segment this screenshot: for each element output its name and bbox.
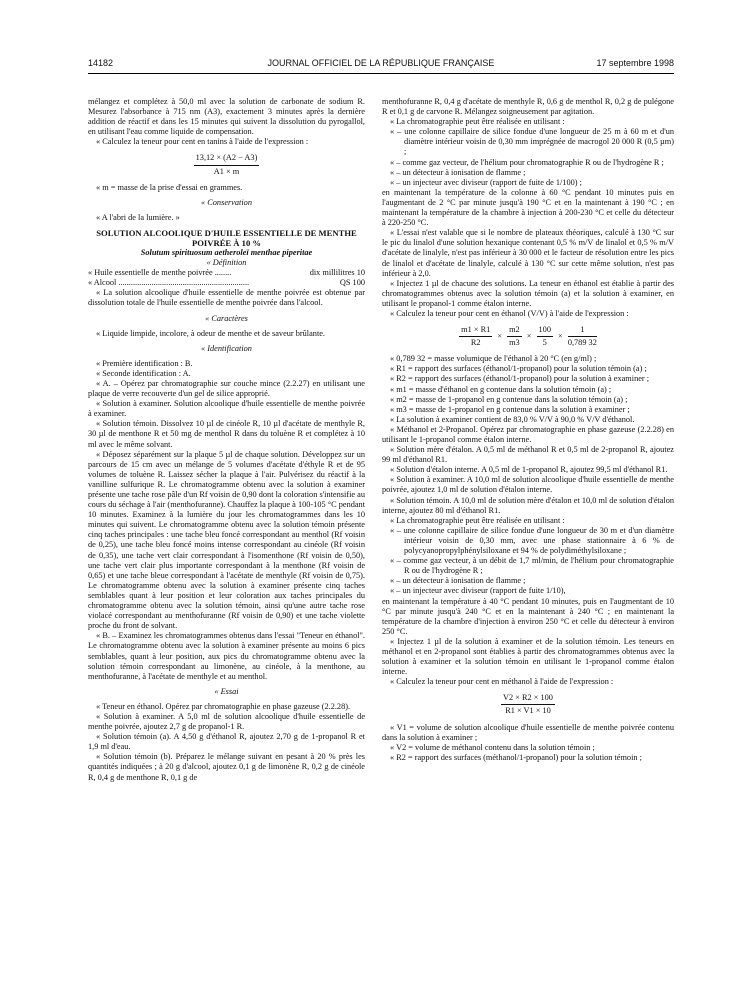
paragraph: « B. – Examinez les chromatogrammes obtenus dans l'essai "Teneur en éthanol". Le chromatogramme obtenu avec la solution à examiner présente au moins 6 pics semblables, quant à leur position, aux pics du chromatogramme obtenu avec la solution témoin correspondant au limonène, au cinéole, à la menthone, au menthofuranne, à l'acétate de menthyle et au menthol. [88, 631, 365, 681]
list-item: « – une colonne capillaire de silice fondue d'une longueur de 25 m à 60 m et d'un diamètre intérieur voisin de 0,30 mm imprégnée de macrogol 20 000 R (0,5 µm) ; [390, 127, 674, 157]
paragraph: « Solution témoin. A 10,0 ml de solution mère d'étalon et 10,0 ml de solution d'étalon interne, ajoutez 80 ml d'éthanol R1. [382, 495, 674, 515]
paragraph: menthofuranne R, 0,4 g d'acétate de menthyle R, 0,6 g de menthol R, 0,2 g de pulégone R et 0,1 g de carvone R. Mélangez soigneusement par agitation. [382, 97, 674, 117]
paragraph: « R2 = rapport des surfaces (méthanol/1-propanol) pour la solution témoin ; [390, 752, 642, 762]
paragraph: « m2 = masse de 1-propanol en g contenue dans la solution témoin (a) ; [390, 394, 628, 404]
list-item: « – comme gaz vecteur, à un débit de 1,7 ml/min, de l'hélium pour chromatographie R ou de l'hydrogène R ; [390, 556, 674, 576]
paragraph: « La chromatographie peut être réalisée en utilisant : [390, 117, 565, 127]
paragraph: « Solution témoin. Dissolvez 10 µl de cinéole R, 10 µl d'acétate de menthyle R, 30 µl de menthone R et 50 mg de menthol R dans du toluène R et complétez à 10 ml avec le même solvant. [88, 419, 365, 449]
section-heading: « Conservation [201, 197, 252, 207]
paragraph: « Teneur en éthanol. Opérez par chromatographie en phase gazeuse (2.2.28). [96, 701, 351, 711]
paragraph: « m = masse de la prise d'essai en grammes. [96, 182, 243, 192]
paragraph: mélangez et complétez à 50,0 ml avec la solution de carbonate de sodium R. Mesurez l'absorbance à 715 nm (A3), exactement 3 minutes après la dernière addition de réactif et dans les 15 minutes qui suivent la dissolution du pyrogallol, en utilisant l'eau comme liquide de compensation. [88, 97, 365, 137]
paragraph: en maintenant la température de la colonne à 60 °C pendant 10 minutes puis en l'augmentant de 2 °C par minute jusqu'à 190 °C et en la maintenant à 190 °C ; en maintenant la température de la chambre à injection à 200-230 °C et celle du détecteur à 220-250 °C. [382, 187, 674, 228]
paragraph: « m1 = masse d'éthanol en g contenue dans la solution témoin (a) ; [390, 384, 612, 394]
formula-numerator: V2 × R2 × 100 [501, 693, 555, 705]
paragraph: « m3 = masse de 1-propanol en g contenue dans la solution à examiner ; [390, 404, 630, 414]
paragraph: « Injectez 1 µl de chacune des solutions. La teneur en éthanol est établie à partir des chromatogrammes obtenus avec la solution témoin (a) et la solution à examiner, en utilisant le propanol-1 comme étalon interne. [382, 278, 674, 308]
formula-denominator: A1 × m [213, 166, 240, 176]
paragraph: « Seconde identification : A. [96, 368, 191, 378]
ingredient-row [88, 278, 365, 288]
formula-denominator: m3 [509, 338, 520, 348]
formula-numerator: m1 × R1 [459, 325, 492, 337]
paragraph: « La solution à examiner contient de 83,0 % V/V à 90,0 % V/V d'éthanol. [390, 414, 635, 424]
ingredient-name: « Huile essentielle de menthe poivrée ........ [88, 268, 232, 278]
list-item: « – un injecteur avec diviseur (rapport de fuite de 1/100) ; [390, 177, 582, 187]
formula-numerator: 100 [537, 325, 553, 337]
paragraph: « Liquide limpide, incolore, à odeur de menthe et de saveur brûlante. [96, 328, 326, 338]
paragraph: en maintenant la température à 40 °C pendant 10 minutes, puis en l'augmentant de 10 °C par minute jusqu'à 240 °C et en la maintenant à 240 °C ; en maintenant la température de la chambre d'injection à environ 250 °C et celle du détecteur à environ 250 °C. [382, 596, 674, 636]
header-rule [88, 73, 674, 74]
formula-numerator: 1 [568, 325, 597, 337]
section-heading: « Caractères [205, 313, 248, 323]
paragraph: « La solution alcoolique d'huile essentielle de menthe poivrée est obtenue par dissolution totale de l'huile essentielle de menthe poivrée dans l'alcool. [88, 288, 365, 308]
list-item: « – une colonne capillaire de silice fondue d'une longueur de 30 m et d'un diamètre intérieur voisin de 0,30 mm, avec une phase stationnaire à 6 % de polycyanopropylphénylsiloxane et 94 % de polydiméthylsiloxane ; [390, 525, 674, 556]
paragraph: « Méthanol et 2-Propanol. Opérez par chromatographie en phase gazeuse (2.2.28) en utilisant le 1-propanol comme étalon interne. [382, 424, 674, 444]
formula-ethanol: $\frac{m1 \times R1}{R2}$ × $\frac{m2}{m3}$ × $\frac{100}{5}$ × $\frac{1}{0,789 32}$ [461, 325, 597, 348]
paragraph: « Calculez la teneur pour cent en tanins à l'aide de l'expression : [96, 137, 309, 147]
ingredient-qty: dix millilitres 10 [309, 268, 365, 278]
list-item: « – un injecteur avec diviseur (rapport de fuite 1/10), [390, 586, 566, 596]
issue-date: 17 septembre 1998 [596, 58, 674, 68]
right-column [382, 97, 674, 763]
ingredient-name: « Alcool ............................................................... [88, 278, 250, 288]
formula-denominator: 5 [542, 338, 547, 348]
formula-denominator: R2 [470, 338, 481, 348]
paragraph: « Solution témoin (a). A 4,50 g d'éthanol R, ajoutez 2,70 g de 1-propanol R et 1,9 ml d'eau. [88, 732, 365, 752]
paragraph: « Première identification : B. [96, 358, 193, 368]
paragraph: « V1 = volume de solution alcoolique d'huile essentielle de menthe poivrée contenu dans la solution à examiner ; [382, 722, 674, 742]
paragraph: « Calculez la teneur pour cent en méthanol à l'aide de l'expression : [390, 677, 614, 687]
journal-title: JOURNAL OFFICIEL DE LA RÉPUBLIQUE FRANÇAISE [267, 58, 495, 68]
paragraph: « Solution à examiner. A 5,0 ml de solution alcoolique d'huile essentielle de menthe poivrée, ajoutez 2,7 g de propanol-1 R. [88, 711, 365, 732]
paragraph: « A l'abri de la lumière. » [96, 212, 180, 222]
paragraph: « Déposez séparément sur la plaque 5 µl de chaque solution. Développez sur un parcours de 15 cm avec un mélange de 5 volumes d'acétate d'éthyle R et de 95 volumes de toluène R. Laissez sécher la plaque à l'air. Pulvérisez du réactif à la vanilline sulfurique R. Le chromatogramme obtenu avec la solution à examiner présente une tache rose pâle d'un Rf voisin de 0,90 dont la coloration s'intensifie au cours du séchage à l'air (menthofuranne). Chauffez la plaque à 100-105 °C pendant 10 minutes. Examinez à la lumière du jour les chromatogrammes dans les 10 minutes qui suivent. Le chromatogramme obtenu avec la solution témoin présente cinq taches principales : une tache bleu foncé correspondant au menthol (Rf voisin de 0,25), une tache bleu foncé moins intense correspondant au cinéole (Rf voisin de 0,35), une tache vert clair correspondant à l'isomenthone (Rf voisin de 0,50), une tache vert clair plus importante correspondant à la menthone (Rf voisin de 0,65) et une tache bleue correspondant à l'acétate de menthyle (Rf voisin de 0,75). Le chromatogramme obtenu avec la solution à examiner présente cinq taches semblables quant à leur position et leur coloration aux taches principales du chromatogramme obtenu avec la solution témoin, ainsi qu'une autre tache rose violacé correspondant au menthofuranne (Rf voisin de 0,90) et une tache violette proche du front de solvant. [88, 449, 365, 631]
paragraph: « La chromatographie peut être réalisée en utilisant : [390, 515, 565, 525]
section-heading: « Essai [214, 686, 239, 696]
paragraph: « 0,789 32 = masse volumique de l'éthanol à 20 °C (en g/ml) ; [390, 354, 597, 364]
formula-numerator: 13,12 × (A2 − A3) [194, 153, 260, 165]
formula-methanol [498, 693, 558, 716]
monograph-title: SOLUTION ALCOOLIQUE D'HUILE ESSENTIELLE DE MENTHE POIVRÉE À 10 % [96, 227, 357, 248]
paragraph: « R2 = rapport des surfaces (éthanol/1-propanol) pour la solution à examiner ; [390, 374, 650, 384]
list-item: « – comme gaz vecteur, de l'hélium pour chromatographie R ou de l'hydrogène R ; [390, 157, 664, 167]
formula-denominator: R1 × V1 × 10 [505, 706, 551, 716]
formula-tannins [191, 153, 263, 176]
paragraph: « L'essai n'est valable que si le nombre de plateaux théoriques, calculé à 130 °C sur le pic du linalol d'une solution hexanique contenant 0,5 % m/V de linalol et 0,5 % m/V d'acétate de linalyle, n'est pas inférieur à 30 000 et le facteur de résolution entre les pics de linalol et d'acétate de linalyle, calculé à 130 °C sur cette même solution, n'est pas inférieur à 2,0. [382, 228, 674, 278]
page-number: 14182 [88, 58, 114, 68]
section-heading: « Définition [206, 258, 247, 268]
ingredient-qty: QS 100 [339, 278, 365, 288]
formula-numerator: m2 [507, 325, 522, 337]
paragraph: « A. – Opérez par chromatographie sur couche mince (2.2.27) en utilisant une plaque de verre recouverte d'un gel de silice approprié. [88, 378, 365, 399]
page-header [88, 58, 674, 70]
paragraph: « Solution à examiner. Solution alcoolique d'huile essentielle de menthe poivrée à examiner. [88, 399, 365, 419]
latin-title: Solutum spirituosum aetheroleï menthae piperitae [140, 247, 313, 257]
paragraph: « V2 = volume de méthanol contenu dans la solution témoin ; [390, 742, 595, 752]
paragraph: « Solution à examiner. A 10,0 ml de solution alcoolique d'huile essentielle de menthe poivrée, ajoutez 1,0 ml de solution d'étalon interne. [382, 475, 674, 495]
paragraph: « Solution mère d'étalon. A 0,5 ml de méthanol R et 0,5 ml de 2-propanol R, ajoutez 99 ml d'éthanol R1. [382, 445, 674, 465]
paragraph: « Solution d'étalon interne. A 0,5 ml de 1-propanol R, ajoutez 99,5 ml d'éthanol R1. [390, 465, 668, 475]
paragraph: « R1 = rapport des surfaces (éthanol/1-propanol) pour la solution témoin (a) ; [390, 364, 647, 374]
paragraph: « Solution témoin (b). Préparez le mélange suivant en pesant à 20 % près les quantités indiquées ; à 20 g d'alcool, ajoutez 0,1 g de limonène R, 0,2 g de cinéole R, 0,4 g de menthone R, 0,1 g de [88, 752, 365, 782]
ingredient-row [88, 268, 365, 278]
list-item: « – un détecteur à ionisation de flamme ; [390, 167, 526, 177]
list-item: « – un détecteur à ionisation de flamme ; [390, 576, 526, 586]
left-column [88, 97, 365, 783]
paragraph: « Calculez la teneur pour cent en éthanol (V/V) à l'aide de l'expression : [390, 308, 629, 318]
formula-denominator: 0,789 32 [567, 338, 597, 348]
paragraph: « Injectez 1 µl de la solution à examiner et de la solution témoin. Les teneurs en méthanol et en 2-propanol sont établies à partir des chromatogrammes obtenus avec la solution à examiner et la solution témoin en utilisant le 1-propanol comme étalon interne. [382, 636, 674, 677]
section-heading: « Identification [201, 343, 252, 353]
